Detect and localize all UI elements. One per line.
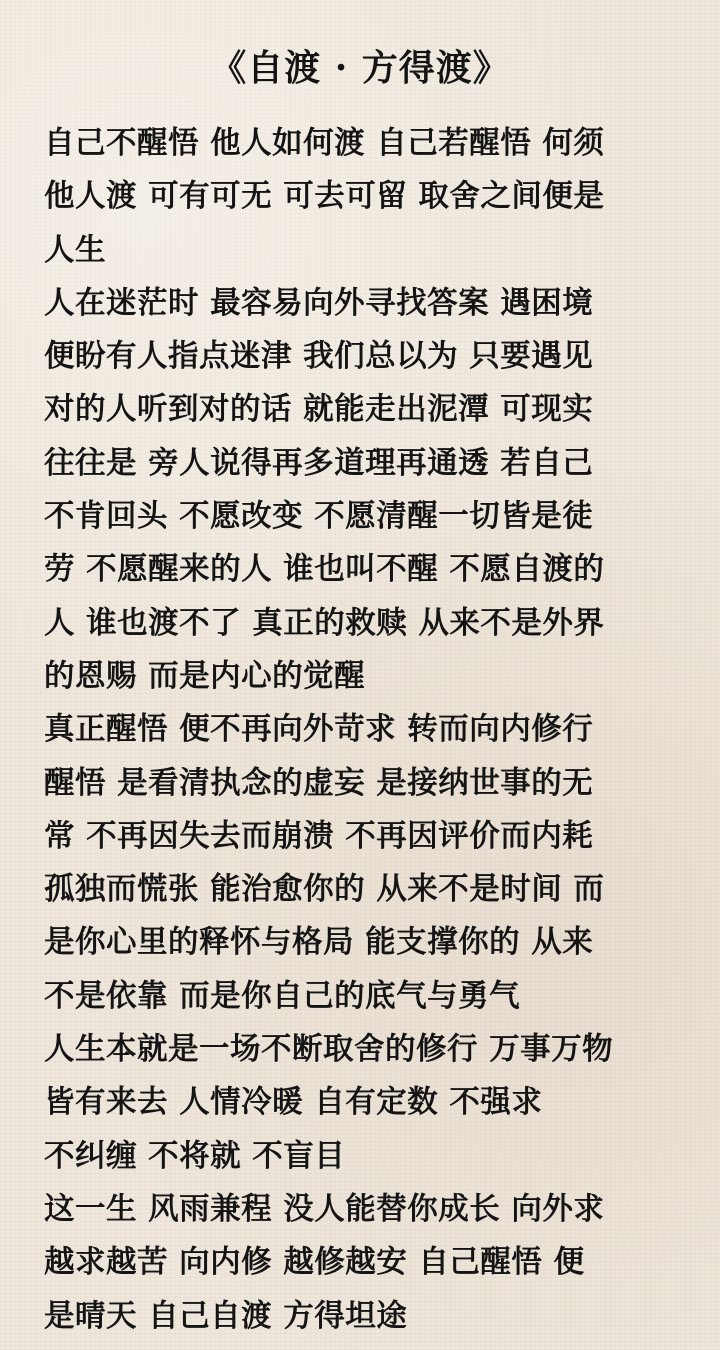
text-line: 皆有来去 人情冷暖 自有定数 不强求	[44, 1084, 543, 1121]
text-line: 是你心里的释怀与格局 能支撑你的 从来	[44, 924, 594, 961]
text-line: 人生本就是一场不断取舍的修行 万事万物	[44, 1031, 614, 1068]
text-line: 对的人听到对的话 就能走出泥潭 可现实	[44, 391, 594, 428]
text-line: 这一生 风雨兼程 没人能替你成长 向外求	[44, 1190, 605, 1227]
text-line: 人在迷茫时 最容易向外寻找答案 遇困境	[44, 284, 594, 321]
text-line: 不纠缠 不将就 不盲目	[44, 1137, 346, 1174]
text-line: 常 不再因失去而崩溃 不再因评价而内耗	[44, 817, 594, 854]
article-title: 《自渡 · 方得渡》	[210, 47, 510, 89]
text-line: 自己不醒悟 他人如何渡 自己若醒悟 何须	[44, 125, 605, 161]
text-line: 不肯回头 不愿改变 不愿清醒一切皆是徒	[44, 498, 594, 535]
text-line: 越求越苦 向内修 越修越安 自己醒悟 便	[44, 1244, 585, 1281]
text-line: 他人渡 可有可无 可去可留 取舍之间便是	[44, 178, 605, 215]
text-line: 便盼有人指点迷津 我们总以为 只要遇见	[44, 338, 594, 375]
text-line: 往往是 旁人说得再多道理再通透 若自己	[44, 444, 594, 481]
text-line: 人生	[44, 231, 106, 268]
text-line: 的恩赐 而是内心的觉醒	[44, 657, 366, 694]
text-line: 是晴天 自己自渡 方得坦途	[44, 1297, 408, 1334]
text-line: 孤独而慌张 能治愈你的 从来不是时间 而	[44, 871, 605, 908]
text-line: 人 谁也渡不了 真正的救赎 从来不是外界	[44, 604, 605, 641]
text-line: 不是依靠 而是你自己的底气与勇气	[44, 977, 521, 1014]
text-line: 劳 不愿醒来的人 谁也叫不醒 不愿自渡的	[44, 551, 605, 588]
article-body	[44, 117, 684, 1343]
text-line: 醒悟 是看清执念的虚妄 是接纳世事的无	[44, 764, 594, 801]
text-line: 真正醒悟 便不再向外苛求 转而向内修行	[44, 711, 594, 748]
